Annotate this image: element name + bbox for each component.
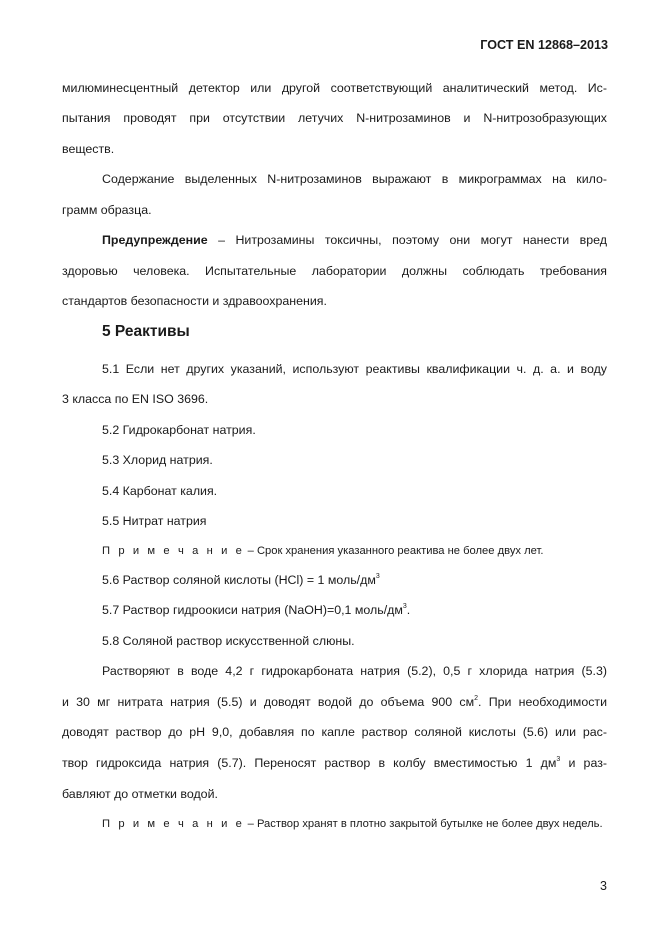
- item-5-3: 5.3 Хлорид натрия.: [102, 453, 213, 467]
- item-5-4: 5.4 Карбонат калия.: [102, 484, 218, 498]
- item-5-8: 5.8 Соляной раствор искусственной слюны.: [102, 634, 355, 648]
- prep-line-1: Растворяют в воде 4,2 г гидрокарбоната натрия (5.2), 0,5 г хлорида натрия (5.3): [102, 664, 607, 678]
- prep-line-4-b: и раз-: [560, 756, 607, 770]
- prep-line-2-b: . При необходимости: [478, 695, 607, 709]
- item-5-1-line-1: 5.1 Если нет других указаний, используют реактивы квалификации ч. д. а. и воду: [102, 362, 607, 376]
- page-number: 3: [600, 879, 607, 893]
- prep-line-4: [62, 755, 607, 771]
- intro-line-4: Содержание выделенных N-нитрозаминов выражают в микрограммах на кило-: [102, 172, 608, 186]
- prep-line-4-sup: 3: [556, 755, 561, 763]
- prep-line-3: доводят раствор до рН 9,0, добавляя по капле раствор соляной кислоты (5.6) или рас-: [62, 725, 607, 739]
- warning-line-1: [102, 232, 607, 248]
- note-2-label: П р и м е ч а н и е: [102, 818, 245, 830]
- item-5-1-line-2: 3 класса по EN ISO 3696.: [62, 392, 209, 406]
- item-5-6-sup: 3: [375, 572, 380, 580]
- warning-label: Предупреждение: [102, 233, 208, 247]
- prep-line-2: [62, 694, 607, 710]
- intro-line-2: пытания проводят при отсутствии летучих N-нитрозаминов и N-нитрозобразующих: [62, 111, 607, 125]
- document-header: ГОСТ EN 12868–2013: [480, 38, 608, 52]
- item-5-7-text: 5.7 Раствор гидроокиси натрия (NaOH)=0,1 моль/дм: [102, 603, 403, 617]
- note-1: [102, 543, 544, 559]
- item-5-6: [102, 572, 380, 588]
- note-2: [102, 816, 603, 832]
- item-5-7: [102, 602, 410, 618]
- prep-line-5: бавляют до отметки водой.: [62, 787, 218, 801]
- warning-text: – Нитрозамины токсичны, поэтому они могут нанести вред: [207, 233, 607, 247]
- item-5-5: 5.5 Нитрат натрия: [102, 514, 207, 528]
- intro-line-3: веществ.: [62, 142, 115, 156]
- item-5-2: 5.2 Гидрокарбонат натрия.: [102, 423, 256, 437]
- prep-line-4-a: твор гидроксида натрия (5.7). Переносят раствор в колбу вместимостью 1 дм: [62, 756, 557, 770]
- note-2-text: – Раствор хранят в плотно закрытой бутылке не более двух недель.: [244, 818, 603, 830]
- note-1-text: – Срок хранения указанного реактива не более двух лет.: [244, 545, 544, 557]
- note-1-label: П р и м е ч а н и е: [102, 545, 245, 557]
- warning-line-2: здоровью человека. Испытательные лаборатории должны соблюдать требования: [62, 264, 607, 278]
- warning-line-3: стандартов безопасности и здравоохранения.: [62, 294, 327, 308]
- item-5-7-sup: 3: [402, 602, 407, 610]
- item-5-6-text: 5.6 Раствор соляной кислоты (HCl) = 1 моль/дм: [102, 573, 376, 587]
- intro-line-1: милюминесцентный детектор или другой соответствующий аналитический метод. Ис-: [62, 81, 607, 95]
- prep-line-2-sup: 2: [474, 694, 479, 702]
- intro-line-5: грамм образца.: [62, 203, 152, 217]
- item-5-7-end: .: [406, 603, 411, 617]
- section-title: 5 Реактивы: [102, 323, 190, 340]
- prep-line-2-a: и 30 мг нитрата натрия (5.5) и доводят водой до объема 900 см: [62, 695, 475, 709]
